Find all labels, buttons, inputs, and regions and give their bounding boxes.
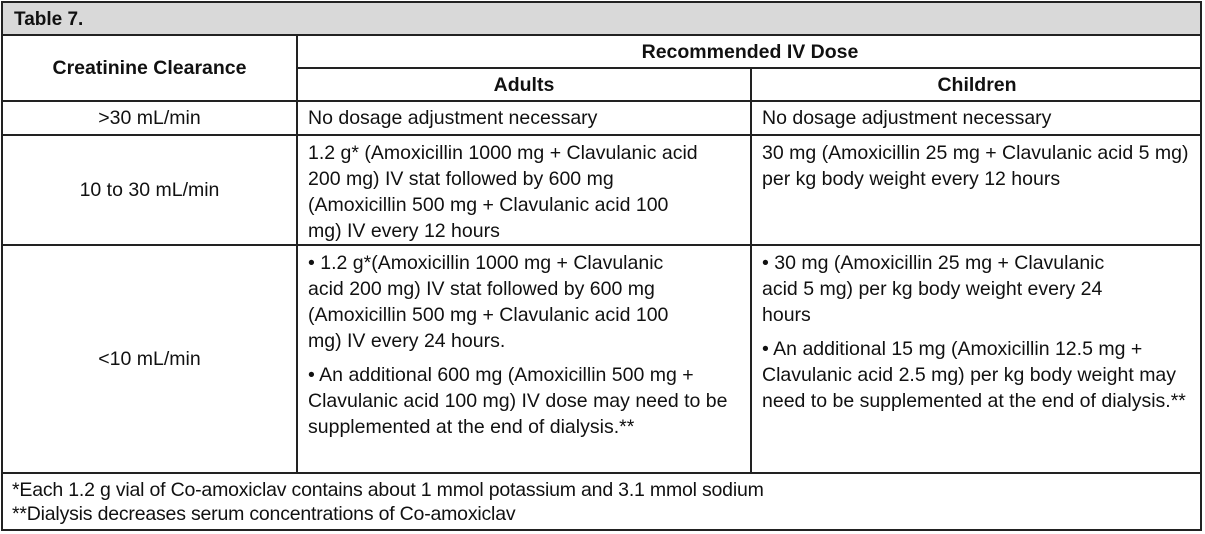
row-adults-dose [298,246,750,472]
header-children: Children [937,73,1017,96]
dose-text: No dosage adjustment necessary [308,107,598,129]
dose-bullet: • An additional 600 mg (Amoxicillin 500 mg + Clavulanic acid 100 mg) IV dose may need to be supplemented at the end of dialysis.** [308,364,728,438]
row-clearance: <10 mL/min [98,348,201,370]
divider [3,472,1202,474]
header-recommended-iv-dose: Recommended IV Dose [641,40,859,63]
dose-text: No dosage adjustment necessary [762,107,1052,129]
dosage-table [1,1,1202,531]
header-adults: Adults [493,73,555,96]
table-title: Table 7. [3,3,1200,36]
dose-bullet: • An additional 15 mg (Amoxicillin 12.5 mg + Clavulanic acid 2.5 mg) per kg body weight may need to be supplemented at the end of dialysis.** [762,338,1186,412]
row-children-dose [752,246,1202,472]
row-clearance: >30 mL/min [98,107,201,129]
footnote: *Each 1.2 g vial of Co-amoxiclav contains about 1 mmol potassium and 3.1 mmol sodium [12,479,764,501]
header-creatinine-clearance: Creatinine Clearance [52,57,247,79]
row-children-dose [752,102,1202,134]
divider [3,134,1202,136]
row-adults-dose [298,136,750,244]
row-children-dose [752,136,1202,244]
divider [3,100,1202,102]
dose-bullet: • 1.2 g*(Amoxicillin 1000 mg + Clavulanic acid 200 mg) IV stat followed by 600 mg (Amoxicillin 500 mg + Clavulanic acid 100 mg) IV every 24 hours. [308,252,669,352]
footnote: **Dialysis decreases serum concentrations of Co-amoxiclav [12,503,516,525]
row-adults-dose [298,102,750,134]
dose-text: 1.2 g* (Amoxicillin 1000 mg + Clavulanic acid 200 mg) IV stat followed by 600 mg (Amoxicillin 500 mg + Clavulanic acid 100 mg) IV every 12 hours [308,142,698,242]
dose-text: 30 mg (Amoxicillin 25 mg + Clavulanic acid 5 mg) per kg body weight every 12 hours [762,142,1189,190]
row-clearance: 10 to 30 mL/min [79,179,220,201]
divider [3,244,1202,246]
divider [750,67,752,474]
divider [296,67,1202,69]
footnotes [3,474,1202,530]
dose-bullet: • 30 mg (Amoxicillin 25 mg + Clavulanic acid 5 mg) per kg body weight every 24 hours [762,252,1105,326]
